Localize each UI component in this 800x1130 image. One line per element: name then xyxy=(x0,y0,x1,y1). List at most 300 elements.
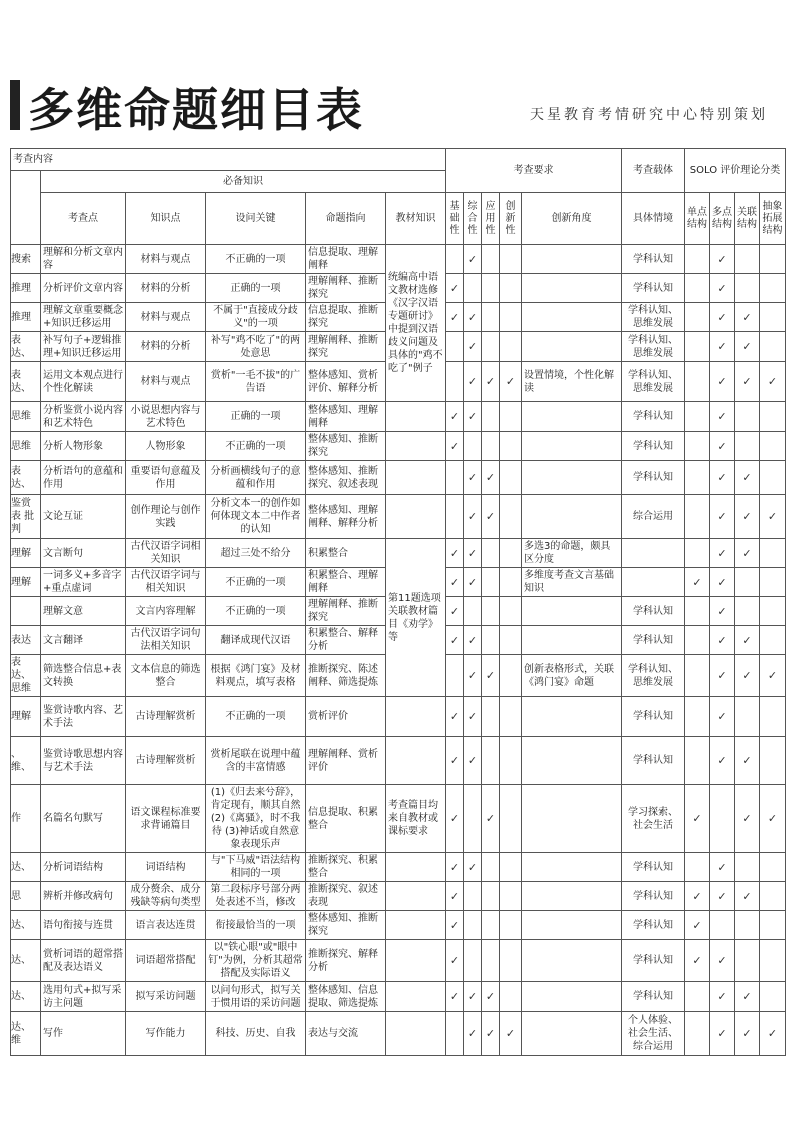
check-chouxiang xyxy=(760,597,786,626)
check-duodian: ✓ xyxy=(710,940,735,982)
cell-jiaocai-zhishi: 第11题选项关联教材篇目《劝学》等 xyxy=(386,539,446,697)
check-duodian: ✓ xyxy=(710,539,735,568)
row-fragment-label: 达、维 xyxy=(11,1012,41,1056)
check-duodian: ✓ xyxy=(710,853,735,882)
check-dandian xyxy=(685,461,710,495)
table-header xyxy=(11,149,786,245)
check-chouxiang xyxy=(760,982,786,1012)
check-dandian xyxy=(685,274,710,303)
check-zonghexing xyxy=(464,882,482,911)
cell-mingti-zhixiang: 整体感知、赏析评价、解释分析 xyxy=(306,362,386,402)
cell-jiaocai-zhishi xyxy=(386,911,446,940)
cell-zhishidian: 语言表达连贯 xyxy=(126,911,206,940)
cell-sheti-guanjian: 科技、历史、自我 xyxy=(206,1012,306,1056)
check-dandian xyxy=(685,982,710,1012)
check-chouxiang xyxy=(760,274,786,303)
check-yingyongxing: ✓ xyxy=(482,495,500,539)
cell-jiaocai-zhishi: 统编高中语文教材选修《汉字汉语专题研讨》中提到汉语歧义问题及具体的"鸡不吃了"例子 xyxy=(386,245,446,402)
check-chuangxinxing: ✓ xyxy=(500,362,522,402)
cell-sheti-guanjian: 赏析"一毛不拔"的广告语 xyxy=(206,362,306,402)
check-jichuxing: ✓ xyxy=(446,432,464,461)
check-yingyongxing xyxy=(482,332,500,362)
check-guanlian: ✓ xyxy=(735,1012,760,1056)
cell-chuangxin-jiaodu xyxy=(522,1012,622,1056)
cell-zhishidian: 古诗理解赏析 xyxy=(126,697,206,737)
check-zonghexing: ✓ xyxy=(464,655,482,697)
cell-chuangxin-jiaodu xyxy=(522,853,622,882)
header-yingyongxing: 应用性 xyxy=(482,193,500,245)
check-dandian: ✓ xyxy=(685,940,710,982)
header-zhishidian: 知识点 xyxy=(126,193,206,245)
check-guanlian: ✓ xyxy=(735,332,760,362)
header-sheti-guanjian: 设问关键 xyxy=(206,193,306,245)
header-fragment-cell xyxy=(11,171,41,245)
check-jichuxing xyxy=(446,245,464,274)
check-duodian: ✓ xyxy=(710,626,735,655)
row-fragment-label: 搜索 xyxy=(11,245,41,274)
table-row xyxy=(11,461,786,495)
check-yingyongxing: ✓ xyxy=(482,785,500,853)
page-subtitle: 天星教育考情研究中心特别策划 xyxy=(530,107,768,123)
cell-zhishidian: 人物形象 xyxy=(126,432,206,461)
check-chuangxinxing xyxy=(500,568,522,597)
row-fragment-label: 推理 xyxy=(11,303,41,332)
check-zonghexing: ✓ xyxy=(464,982,482,1012)
check-zonghexing xyxy=(464,940,482,982)
check-chuangxinxing xyxy=(500,785,522,853)
cell-kaochadian: 文言断句 xyxy=(41,539,126,568)
check-chuangxinxing xyxy=(500,539,522,568)
cell-chuangxin-jiaodu xyxy=(522,597,622,626)
check-guanlian xyxy=(735,597,760,626)
check-chouxiang: ✓ xyxy=(760,785,786,853)
table-row xyxy=(11,911,786,940)
check-jichuxing: ✓ xyxy=(446,568,464,597)
check-yingyongxing xyxy=(482,432,500,461)
cell-sheti-guanjian: 不正确的一项 xyxy=(206,597,306,626)
check-jichuxing: ✓ xyxy=(446,303,464,332)
check-chuangxinxing xyxy=(500,303,522,332)
row-fragment-label: 达、 xyxy=(11,982,41,1012)
check-dandian: ✓ xyxy=(685,785,710,853)
cell-zhishidian: 文本信息的筛选整合 xyxy=(126,655,206,697)
row-fragment-label: 表达 xyxy=(11,626,41,655)
check-yingyongxing xyxy=(482,402,500,432)
cell-kaochadian: 语句衔接与连贯 xyxy=(41,911,126,940)
cell-jiaocai-zhishi xyxy=(386,402,446,432)
check-guanlian xyxy=(735,402,760,432)
table-row xyxy=(11,1012,786,1056)
header-kaocha-zaiti: 考查载体 xyxy=(622,149,685,193)
check-dandian xyxy=(685,303,710,332)
check-guanlian: ✓ xyxy=(735,737,760,785)
header-dandian: 单点结构 xyxy=(685,193,710,245)
cell-kaochadian: 运用文本观点进行个性化解读 xyxy=(41,362,126,402)
check-chuangxinxing: ✓ xyxy=(500,1012,522,1056)
cell-mingti-zhixiang: 整体感知、推断探究、叙述表现 xyxy=(306,461,386,495)
cell-sheti-guanjian: 补写"鸡不吃了"的两处意思 xyxy=(206,332,306,362)
cell-juti-qingjing: 学科认知 xyxy=(622,597,685,626)
check-yingyongxing xyxy=(482,737,500,785)
check-jichuxing: ✓ xyxy=(446,882,464,911)
cell-mingti-zhixiang: 赏析评价 xyxy=(306,697,386,737)
cell-chuangxin-jiaodu xyxy=(522,274,622,303)
check-chouxiang: ✓ xyxy=(760,362,786,402)
check-dandian xyxy=(685,626,710,655)
check-dandian xyxy=(685,245,710,274)
check-dandian xyxy=(685,697,710,737)
cell-sheti-guanjian: 衔接最恰当的一项 xyxy=(206,911,306,940)
check-jichuxing xyxy=(446,655,464,697)
check-chouxiang xyxy=(760,402,786,432)
check-yingyongxing: ✓ xyxy=(482,362,500,402)
check-chuangxinxing xyxy=(500,737,522,785)
cell-mingti-zhixiang: 整体感知、信息提取、筛选提炼 xyxy=(306,982,386,1012)
cell-zhishidian: 拟写采访问题 xyxy=(126,982,206,1012)
check-jichuxing: ✓ xyxy=(446,539,464,568)
check-zonghexing: ✓ xyxy=(464,303,482,332)
cell-chuangxin-jiaodu xyxy=(522,982,622,1012)
cell-sheti-guanjian: 不正确的一项 xyxy=(206,568,306,597)
row-fragment-label xyxy=(11,597,41,626)
row-fragment-label: 思 xyxy=(11,882,41,911)
check-jichuxing: ✓ xyxy=(446,597,464,626)
check-dandian xyxy=(685,539,710,568)
cell-kaochadian: 分析评价文章内容 xyxy=(41,274,126,303)
check-zonghexing: ✓ xyxy=(464,1012,482,1056)
check-dandian xyxy=(685,853,710,882)
cell-jiaocai-zhishi xyxy=(386,495,446,539)
check-chouxiang: ✓ xyxy=(760,495,786,539)
cell-zhishidian: 材料的分析 xyxy=(126,274,206,303)
check-yingyongxing xyxy=(482,911,500,940)
cell-zhishidian: 重要语句意蕴及作用 xyxy=(126,461,206,495)
cell-sheti-guanjian: 分析文本一的创作如何体现文本二中作者的认知 xyxy=(206,495,306,539)
check-dandian: ✓ xyxy=(685,911,710,940)
cell-juti-qingjing: 学科认知 xyxy=(622,626,685,655)
header-chuangxin-jiaodu: 创新角度 xyxy=(522,193,622,245)
cell-chuangxin-jiaodu xyxy=(522,785,622,853)
check-yingyongxing xyxy=(482,597,500,626)
cell-juti-qingjing: 学科认知、思维发展 xyxy=(622,362,685,402)
check-chuangxinxing xyxy=(500,432,522,461)
cell-sheti-guanjian: 不正确的一项 xyxy=(206,432,306,461)
check-dandian xyxy=(685,402,710,432)
cell-kaochadian: 一词多义+多音字+重点虚词 xyxy=(41,568,126,597)
check-zonghexing: ✓ xyxy=(464,626,482,655)
check-chouxiang xyxy=(760,737,786,785)
cell-sheti-guanjian: 超过三处不给分 xyxy=(206,539,306,568)
check-chouxiang xyxy=(760,697,786,737)
check-guanlian: ✓ xyxy=(735,539,760,568)
check-zonghexing: ✓ xyxy=(464,402,482,432)
table-row xyxy=(11,737,786,785)
cell-kaochadian: 选用句式+拟写采访主问题 xyxy=(41,982,126,1012)
check-yingyongxing xyxy=(482,853,500,882)
header-kaocha-neirong: 考查内容 xyxy=(11,149,446,171)
check-jichuxing xyxy=(446,332,464,362)
cell-jiaocai-zhishi xyxy=(386,1012,446,1056)
check-chouxiang xyxy=(760,940,786,982)
header-juti-qingjing: 具体情境 xyxy=(622,193,685,245)
check-dandian xyxy=(685,332,710,362)
check-chuangxinxing xyxy=(500,853,522,882)
row-fragment-label: 鉴赏 表 批判 xyxy=(11,495,41,539)
check-jichuxing xyxy=(446,461,464,495)
check-chuangxinxing xyxy=(500,245,522,274)
cell-juti-qingjing xyxy=(622,568,685,597)
check-zonghexing xyxy=(464,274,482,303)
check-zonghexing xyxy=(464,785,482,853)
check-dandian: ✓ xyxy=(685,568,710,597)
check-chouxiang xyxy=(760,626,786,655)
check-chuangxinxing xyxy=(500,911,522,940)
cell-kaochadian: 筛选整合信息+表文转换 xyxy=(41,655,126,697)
check-yingyongxing: ✓ xyxy=(482,655,500,697)
check-duodian: ✓ xyxy=(710,568,735,597)
cell-mingti-zhixiang: 理解阐释、推断探究 xyxy=(306,332,386,362)
cell-mingti-zhixiang: 理解阐释、推断探究 xyxy=(306,274,386,303)
cell-chuangxin-jiaodu xyxy=(522,332,622,362)
row-fragment-label: 达、 xyxy=(11,940,41,982)
check-zonghexing: ✓ xyxy=(464,853,482,882)
cell-sheti-guanjian: 分析画横线句子的意蕴和作用 xyxy=(206,461,306,495)
check-chouxiang xyxy=(760,461,786,495)
cell-juti-qingjing: 学科认知 xyxy=(622,432,685,461)
cell-juti-qingjing: 学科认知 xyxy=(622,737,685,785)
table-row xyxy=(11,245,786,274)
check-chuangxinxing xyxy=(500,402,522,432)
cell-jiaocai-zhishi xyxy=(386,940,446,982)
cell-mingti-zhixiang: 信息提取、推断探究 xyxy=(306,303,386,332)
check-duodian: ✓ xyxy=(710,882,735,911)
cell-mingti-zhixiang: 信息提取、理解阐释 xyxy=(306,245,386,274)
row-fragment-label: 达、 xyxy=(11,853,41,882)
check-dandian xyxy=(685,1012,710,1056)
check-jichuxing: ✓ xyxy=(446,853,464,882)
cell-kaochadian: 鉴赏诗歌思想内容与艺术手法 xyxy=(41,737,126,785)
check-jichuxing: ✓ xyxy=(446,911,464,940)
cell-jiaocai-zhishi xyxy=(386,432,446,461)
check-duodian: ✓ xyxy=(710,697,735,737)
check-zonghexing: ✓ xyxy=(464,697,482,737)
cell-juti-qingjing: 个人体验、社会生活、综合运用 xyxy=(622,1012,685,1056)
cell-kaochadian: 理解和分析文章内容 xyxy=(41,245,126,274)
check-guanlian xyxy=(735,568,760,597)
header-kaocha-yaoqiu: 考查要求 xyxy=(446,149,622,193)
row-fragment-label: 理解 xyxy=(11,568,41,597)
header-solo: SOLO 评价理论分类 xyxy=(685,149,786,193)
row-fragment-label: 、维、 xyxy=(11,737,41,785)
check-duodian: ✓ xyxy=(710,303,735,332)
cell-jiaocai-zhishi xyxy=(386,882,446,911)
cell-juti-qingjing: 学科认知、思维发展 xyxy=(622,332,685,362)
header-jichuxing: 基础性 xyxy=(446,193,464,245)
header-bibei-zhishi: 必备知识 xyxy=(41,171,446,193)
cell-chuangxin-jiaodu: 多维度考查文言基础知识 xyxy=(522,568,622,597)
check-guanlian: ✓ xyxy=(735,495,760,539)
cell-kaochadian: 补写句子+逻辑推理+知识迁移运用 xyxy=(41,332,126,362)
header-zonghexing: 综合性 xyxy=(464,193,482,245)
cell-juti-qingjing: 综合运用 xyxy=(622,495,685,539)
check-zonghexing xyxy=(464,432,482,461)
cell-sheti-guanjian: 正确的一项 xyxy=(206,402,306,432)
header-guanlian: 关联结构 xyxy=(735,193,760,245)
cell-juti-qingjing: 学科认知 xyxy=(622,940,685,982)
table-row xyxy=(11,982,786,1012)
row-fragment-label: 理解 xyxy=(11,697,41,737)
check-duodian: ✓ xyxy=(710,495,735,539)
check-zonghexing: ✓ xyxy=(464,737,482,785)
check-chouxiang xyxy=(760,882,786,911)
check-chuangxinxing xyxy=(500,697,522,737)
check-zonghexing: ✓ xyxy=(464,245,482,274)
check-dandian xyxy=(685,362,710,402)
cell-zhishidian: 词语结构 xyxy=(126,853,206,882)
table-row xyxy=(11,402,786,432)
table-row xyxy=(11,697,786,737)
check-zonghexing: ✓ xyxy=(464,332,482,362)
cell-jiaocai-zhishi xyxy=(386,982,446,1012)
cell-mingti-zhixiang: 理解阐释、赏析评价 xyxy=(306,737,386,785)
table-row xyxy=(11,539,786,568)
check-guanlian xyxy=(735,697,760,737)
cell-chuangxin-jiaodu xyxy=(522,911,622,940)
check-yingyongxing: ✓ xyxy=(482,1012,500,1056)
check-guanlian: ✓ xyxy=(735,626,760,655)
cell-chuangxin-jiaodu xyxy=(522,495,622,539)
check-yingyongxing xyxy=(482,697,500,737)
cell-kaochadian: 理解文意 xyxy=(41,597,126,626)
cell-sheti-guanjian: 翻译成现代汉语 xyxy=(206,626,306,655)
cell-zhishidian: 材料与观点 xyxy=(126,245,206,274)
check-zonghexing xyxy=(464,911,482,940)
cell-zhishidian: 语文课程标准要求背诵篇目 xyxy=(126,785,206,853)
cell-kaochadian: 分析人物形象 xyxy=(41,432,126,461)
cell-juti-qingjing: 学科认知 xyxy=(622,911,685,940)
check-guanlian xyxy=(735,911,760,940)
cell-juti-qingjing: 学科认知 xyxy=(622,245,685,274)
check-dandian: ✓ xyxy=(685,882,710,911)
check-jichuxing xyxy=(446,1012,464,1056)
cell-jiaocai-zhishi xyxy=(386,853,446,882)
cell-kaochadian: 文论互证 xyxy=(41,495,126,539)
check-yingyongxing xyxy=(482,274,500,303)
cell-zhishidian: 成分赘余、成分残缺等病句类型 xyxy=(126,882,206,911)
cell-chuangxin-jiaodu xyxy=(522,303,622,332)
check-duodian xyxy=(710,911,735,940)
check-dandian xyxy=(685,432,710,461)
check-guanlian: ✓ xyxy=(735,785,760,853)
row-fragment-label: 表达、 xyxy=(11,461,41,495)
cell-sheti-guanjian: 以问句形式，拟写关于惯用语的采访问题 xyxy=(206,982,306,1012)
check-guanlian: ✓ xyxy=(735,303,760,332)
page-title: 多维命题细目表 xyxy=(28,83,364,137)
check-chouxiang xyxy=(760,853,786,882)
check-duodian: ✓ xyxy=(710,245,735,274)
row-fragment-label: 达、 xyxy=(11,911,41,940)
check-jichuxing: ✓ xyxy=(446,785,464,853)
cell-juti-qingjing: 学科认知 xyxy=(622,461,685,495)
check-duodian: ✓ xyxy=(710,597,735,626)
cell-zhishidian: 古代汉语字词句法相关知识 xyxy=(126,626,206,655)
row-fragment-label: 表达、思维 xyxy=(11,655,41,697)
check-chuangxinxing xyxy=(500,626,522,655)
check-chuangxinxing xyxy=(500,940,522,982)
cell-zhishidian: 小说思想内容与艺术特色 xyxy=(126,402,206,432)
check-jichuxing xyxy=(446,495,464,539)
cell-sheti-guanjian: 根据《鸿门宴》及材料观点，填写表格 xyxy=(206,655,306,697)
cell-kaochadian: 分析词语结构 xyxy=(41,853,126,882)
check-chouxiang: ✓ xyxy=(760,655,786,697)
title-bar-mark xyxy=(10,80,20,130)
check-duodian: ✓ xyxy=(710,737,735,785)
check-chuangxinxing xyxy=(500,597,522,626)
check-yingyongxing xyxy=(482,303,500,332)
row-fragment-label: 表达、 xyxy=(11,362,41,402)
check-yingyongxing xyxy=(482,882,500,911)
check-zonghexing: ✓ xyxy=(464,495,482,539)
cell-sheti-guanjian: 不属于"直接成分歧义"的一项 xyxy=(206,303,306,332)
cell-mingti-zhixiang: 表达与交流 xyxy=(306,1012,386,1056)
check-chuangxinxing xyxy=(500,882,522,911)
header-chouxiang: 抽象拓展结构 xyxy=(760,193,786,245)
cell-kaochadian: 赏析词语的超常搭配及表达语义 xyxy=(41,940,126,982)
check-guanlian: ✓ xyxy=(735,882,760,911)
check-duodian: ✓ xyxy=(710,982,735,1012)
check-duodian xyxy=(710,785,735,853)
table-row xyxy=(11,940,786,982)
cell-chuangxin-jiaodu: 多选3的命题，颇具区分度 xyxy=(522,539,622,568)
cell-zhishidian: 写作能力 xyxy=(126,1012,206,1056)
cell-chuangxin-jiaodu xyxy=(522,461,622,495)
cell-zhishidian: 材料的分析 xyxy=(126,332,206,362)
header-mingti-zhixiang: 命题指向 xyxy=(306,193,386,245)
table-body xyxy=(11,245,786,1056)
header-chuangxinxing: 创新性 xyxy=(500,193,522,245)
cell-mingti-zhixiang: 积累整合 xyxy=(306,539,386,568)
check-duodian: ✓ xyxy=(710,432,735,461)
check-chuangxinxing xyxy=(500,461,522,495)
check-yingyongxing: ✓ xyxy=(482,461,500,495)
cell-juti-qingjing: 学习探索、社会生活 xyxy=(622,785,685,853)
check-guanlian: ✓ xyxy=(735,982,760,1012)
cell-sheti-guanjian: 正确的一项 xyxy=(206,274,306,303)
check-guanlian xyxy=(735,245,760,274)
cell-mingti-zhixiang: 整体感知、理解阐释、解释分析 xyxy=(306,495,386,539)
check-yingyongxing xyxy=(482,940,500,982)
cell-zhishidian: 文言内容理解 xyxy=(126,597,206,626)
check-chuangxinxing xyxy=(500,274,522,303)
check-duodian: ✓ xyxy=(710,1012,735,1056)
check-duodian: ✓ xyxy=(710,402,735,432)
cell-mingti-zhixiang: 积累整合、理解阐释 xyxy=(306,568,386,597)
cell-mingti-zhixiang: 推断探究、陈述阐释、筛选提炼 xyxy=(306,655,386,697)
cell-mingti-zhixiang: 积累整合、解释分析 xyxy=(306,626,386,655)
table-row xyxy=(11,882,786,911)
check-yingyongxing xyxy=(482,568,500,597)
check-chouxiang xyxy=(760,332,786,362)
cell-chuangxin-jiaodu xyxy=(522,432,622,461)
cell-kaochadian: 文言翻译 xyxy=(41,626,126,655)
cell-zhishidian: 词语超常搭配 xyxy=(126,940,206,982)
check-dandian xyxy=(685,655,710,697)
row-fragment-label: 思维 xyxy=(11,432,41,461)
cell-mingti-zhixiang: 整体感知、推断探究 xyxy=(306,432,386,461)
cell-sheti-guanjian: 以"铁心眼"或"眼中钉"为例，分析其超常搭配及实际语义 xyxy=(206,940,306,982)
table-row xyxy=(11,432,786,461)
cell-zhishidian: 古诗理解赏析 xyxy=(126,737,206,785)
